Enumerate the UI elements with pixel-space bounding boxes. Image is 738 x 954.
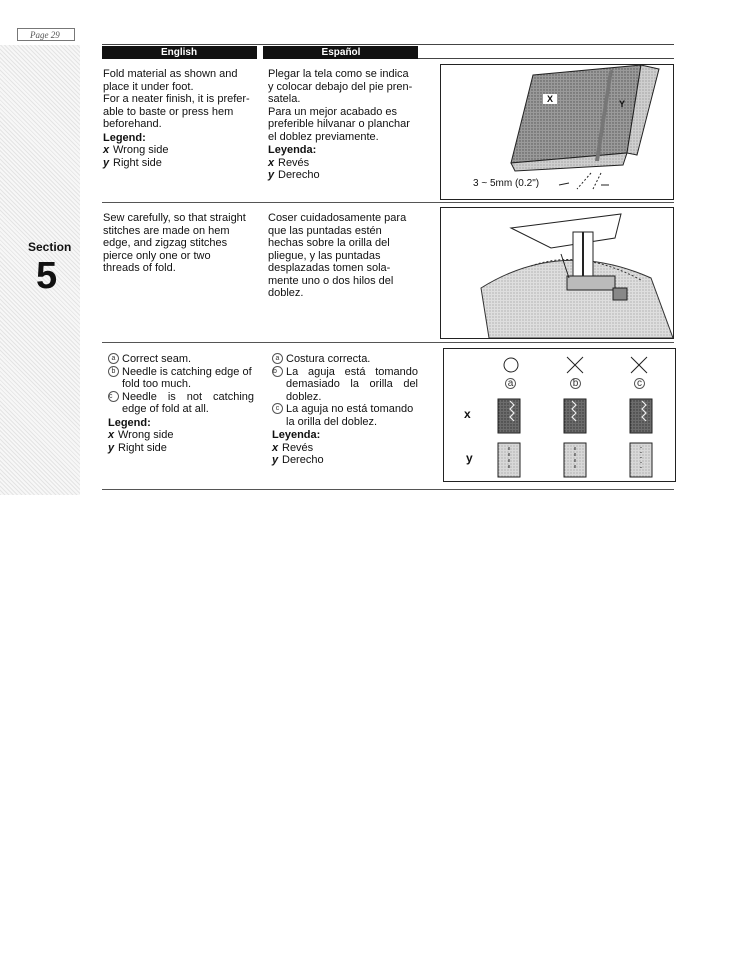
text-line: desplazadas tomen sola- — [268, 262, 391, 274]
row2-english — [103, 212, 253, 275]
text-line: preferible hilvanar o planchar — [268, 118, 410, 130]
bottom-rule — [102, 489, 674, 490]
legend-text: Right side — [118, 441, 167, 454]
legend-key: x — [103, 144, 110, 156]
list-item — [272, 403, 418, 428]
row2-spanish — [268, 212, 416, 300]
list-item — [272, 366, 418, 404]
legend-item — [108, 429, 254, 442]
fig-measurement: 3 ~ 5mm (0.2") — [473, 178, 540, 189]
circled-mark: a — [108, 353, 119, 364]
seam-comparison-figure — [443, 348, 676, 482]
legend-key: y — [103, 156, 110, 169]
legend-key: y — [108, 441, 115, 454]
legend-text: Wrong side — [118, 429, 174, 441]
text-line: Para un mejor acabado es — [268, 105, 398, 118]
presser-foot-figure — [440, 207, 674, 339]
text-line: stitches are made on hem — [103, 224, 230, 237]
text-line: For a neater finish, it is prefer- — [103, 93, 250, 105]
swatch-x-a — [498, 399, 520, 433]
legend-item — [272, 442, 418, 455]
text-line: satela. — [268, 93, 301, 105]
circled-mark: a — [272, 353, 283, 364]
legend-key: x — [108, 429, 115, 441]
legend-key: y — [268, 169, 275, 181]
section-number: 5 — [36, 255, 58, 297]
list-item — [108, 366, 254, 391]
fig-label-y: Y — [619, 99, 626, 109]
legend-item — [268, 157, 416, 170]
legend-key: x — [272, 441, 279, 454]
row-divider — [102, 202, 674, 203]
text-line: pliegue, y las puntadas — [268, 249, 381, 262]
swatch-y-c — [630, 443, 652, 477]
fold-material-figure — [440, 64, 674, 200]
legend-item — [108, 442, 254, 455]
legend-item — [268, 169, 416, 182]
legend-key: y — [272, 454, 279, 466]
list-item — [272, 353, 418, 366]
fig-mark-a: a — [505, 378, 516, 389]
header-english: English — [102, 46, 256, 59]
legend-text: Revés — [282, 441, 314, 454]
row1-spanish — [268, 68, 416, 182]
circled-mark: b — [272, 366, 283, 377]
list-item — [108, 353, 254, 366]
legend-item — [103, 157, 253, 170]
legend-text: Wrong side — [113, 144, 169, 156]
circled-mark: b — [108, 366, 119, 377]
list-item — [108, 391, 254, 416]
row-divider — [102, 342, 674, 343]
legend-text: Derecho — [282, 454, 324, 466]
text-line: able to baste or press hem — [103, 105, 234, 118]
row3-spanish — [272, 353, 418, 467]
row1-english — [103, 68, 253, 169]
header-rule — [418, 58, 674, 59]
page-label: Page 29 — [17, 28, 75, 41]
text-line: place it under foot. — [103, 80, 194, 93]
legend-text: Derecho — [278, 169, 320, 181]
fig-row-label-y: y — [466, 451, 473, 465]
wrong-symbol-icon — [567, 357, 583, 373]
text-line: doblez. — [268, 287, 304, 299]
item-text: La aguja está tomando demasiado la orilla del doblez. — [286, 365, 418, 403]
item-text: La aguja no está tomando la orilla del doblez. — [286, 403, 414, 428]
fig-mark-c: c — [634, 378, 645, 389]
text-line: el doblez previamente. — [268, 130, 379, 143]
header-spanish: Español — [264, 46, 418, 59]
legend-key: x — [268, 156, 275, 169]
item-text: Needle is not catching edge of fold at all. — [122, 390, 254, 415]
swatch-x-c — [630, 399, 652, 433]
legend-item — [272, 454, 418, 467]
text-line: mente uno o dos hilos del — [268, 274, 394, 287]
text-line: y colocar debajo del pie pren- — [268, 80, 413, 93]
text-line: beforehand. — [103, 118, 162, 130]
legend-title: Leyenda: — [272, 429, 321, 441]
text-line: threads of fold. — [103, 262, 176, 274]
fig-label-x: X — [543, 94, 557, 104]
wrong-symbol-icon — [631, 357, 647, 373]
fig-row-label-x: x — [464, 407, 471, 421]
text-line: hechas sobre la orilla del — [268, 237, 390, 249]
legend-title: Leyenda: — [268, 144, 317, 156]
text-line: pierce only one or two — [103, 249, 211, 262]
item-text: Costura correcta. — [286, 353, 371, 365]
text-line: Sew carefully, so that straight — [103, 212, 246, 224]
text-line: que las puntadas estén — [268, 224, 382, 237]
item-text: Correct seam. — [122, 353, 192, 365]
correct-symbol-icon — [504, 358, 518, 372]
top-rule — [102, 44, 674, 45]
section-label: Section — [28, 240, 72, 254]
text-line: edge, and zigzag stitches — [103, 237, 228, 249]
legend-item — [103, 144, 253, 157]
legend-title: Legend: — [103, 131, 146, 144]
legend-text: Revés — [278, 156, 310, 169]
text-line: Coser cuidadosamente para — [268, 212, 407, 224]
legend-title: Legend: — [108, 416, 151, 429]
fig-mark-b: b — [570, 378, 581, 389]
legend-text: Right side — [113, 156, 162, 169]
item-text: Needle is catching edge of fold too much. — [122, 365, 252, 390]
row3-english — [108, 353, 254, 454]
header-separator — [256, 46, 264, 59]
text-line: Plegar la tela como se indica — [268, 68, 409, 80]
circled-mark: c — [272, 403, 283, 414]
circled-mark: c — [108, 391, 119, 402]
text-line: Fold material as shown and — [103, 68, 238, 80]
